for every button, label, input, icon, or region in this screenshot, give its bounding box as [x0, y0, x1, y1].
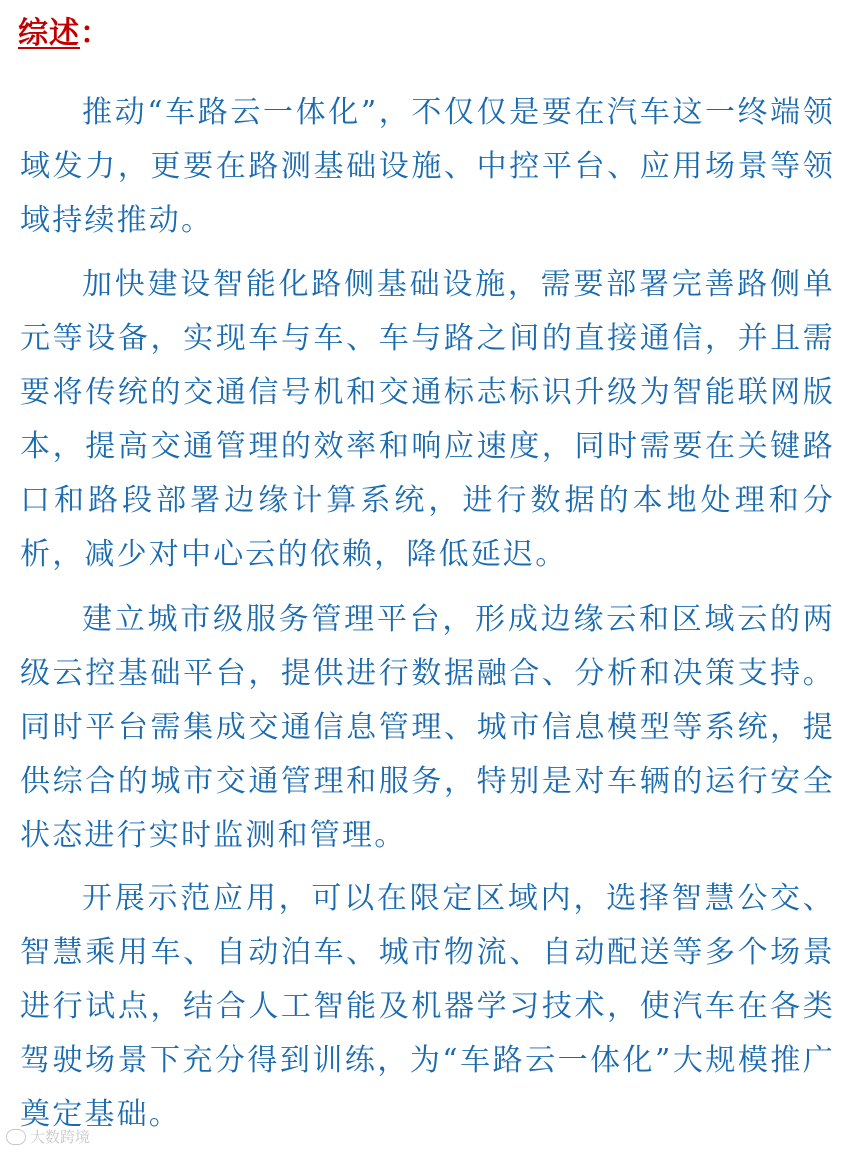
heading-title: 综述: [18, 16, 80, 51]
watermark-text: 大数跨境: [30, 1128, 91, 1146]
watermark-logo-icon: [6, 1129, 26, 1145]
watermark: [6, 1126, 90, 1147]
heading-colon: ：: [80, 16, 111, 51]
section-heading: [18, 14, 111, 54]
paragraph-3: 建立城市级服务管理平台，形成边缘云和区域云的两级云控基础平台，提供进行数据融合、分析和决策支持。同时平台需集成交通信息管理、城市信息模型等系统，提供综合的城市交通管理和服务，特别是对车辆的运行安全状态进行实时监测和管理。: [20, 602, 835, 853]
paragraph-1: 推动“车路云一体化”，不仅仅是要在汽车这一终端领域发力，更要在路测基础设施、中控平台、应用场景等领域持续推动。: [20, 95, 835, 238]
paragraph-2: 加快建设智能化路侧基础设施，需要部署完善路侧单元等设备，实现车与车、车与路之间的直接通信，并且需要将传统的交通信号机和交通标志标识升级为智能联网版本，提高交通管理的效率和响应速度，同时需要在关键路口和路段部署边缘计算系统，进行数据的本地处理和分析，减少对中心云的依赖，降低延迟。: [20, 267, 835, 572]
paragraph-4: 开展示范应用，可以在限定区域内，选择智慧公交、智慧乘用车、自动泊车、城市物流、自动配送等多个场景进行试点，结合人工智能及机器学习技术，使汽车在各类驾驶场景下充分得到训练，为“车路云一体化”大规模推广奠定基础。: [20, 881, 835, 1132]
